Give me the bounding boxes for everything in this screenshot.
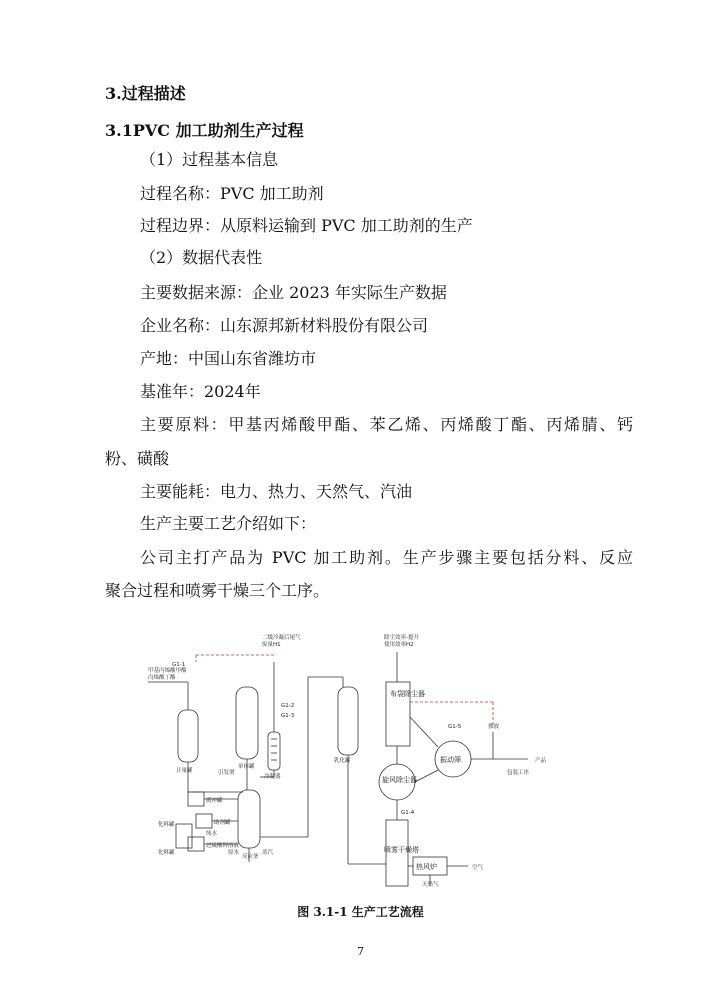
g5-label: G1-5 (448, 724, 462, 730)
representativeness-title: （2）数据代表性 (140, 248, 263, 267)
process-intro: 生产主要工艺介绍如下： (140, 514, 317, 533)
raw-materials-line1: 主要原料：甲基丙烯酸甲酯、苯乙烯、丙烯酸丁酯、丙烯腈、钙 (140, 415, 633, 434)
top-gas-note-2: 废量H1 (262, 642, 281, 648)
buffer-tank-label: 缓冲罐 (206, 798, 223, 804)
mix-right-label: 蒸汽 (262, 850, 274, 856)
dust-note-2: 使用效率H2 (384, 642, 414, 648)
top-gas-note: 二级冷凝后尾气 (262, 635, 301, 641)
feed-in-label: 甲基丙烯酸甲酯 (148, 668, 187, 674)
spray-tower-label: 喷雾干燥塔 (384, 846, 419, 854)
vibrating-screen-label: 振动筛 (440, 756, 461, 764)
initiator-label: 引发剂 (218, 770, 235, 776)
page-number: 7 (357, 945, 364, 958)
section-heading: 3.过程描述 (105, 84, 186, 103)
description-line1: 公司主打产品为 PVC 加工助剂。生产步骤主要包括分料、反应 (140, 548, 633, 567)
reactor-label: 反应釜 (242, 854, 259, 860)
condenser-label: 冷凝器 (264, 774, 281, 780)
bag-filter-label: 布袋除尘器 (390, 690, 425, 698)
basic-info-title: （1）过程基本信息 (140, 150, 279, 169)
exhaust-label: 排放 (488, 724, 500, 730)
air-label: 空气 (472, 865, 484, 871)
persulfate-label: 过硫酸钾溶液 (206, 843, 240, 849)
cyclone-label: 旋风除尘器 (382, 776, 417, 784)
energy: 主要能耗：电力、热力、天然气、汽油 (140, 482, 413, 501)
base-year: 基准年：2024年 (140, 382, 261, 401)
monomer-tank-label: 单体罐 (238, 764, 255, 770)
raw-materials-line2: 粉、磺酸 (105, 449, 170, 468)
process-name: 过程名称：PVC 加工助剂 (140, 184, 324, 203)
packaging-label: 包装工序 (507, 770, 530, 776)
g4-label: G1-4 (401, 810, 415, 816)
natural-gas-label: 天然气 (422, 882, 439, 888)
metering-tank-label: 计量罐 (176, 768, 193, 774)
tank-1-label: 化料罐 (158, 822, 175, 828)
g1-label: G1-1 (172, 662, 186, 668)
product-label: 产品 (535, 758, 547, 764)
hot-air-furnace-label: 热风炉 (416, 863, 437, 871)
origin: 产地：中国山东省潍坊市 (140, 349, 317, 368)
g2-label: G1-2 (281, 703, 295, 709)
process-flow-diagram (148, 632, 568, 894)
feed-in-label-2: 丙烯酸丁酯 (148, 675, 176, 681)
figure-caption: 图 3.1-1 生产工艺流程 (297, 905, 424, 919)
dust-note: 除尘效率-提升 (384, 635, 419, 641)
water-label: 纯水 (206, 831, 218, 837)
data-source: 主要数据来源：企业 2023 年实际生产数据 (140, 283, 447, 302)
description-line2: 聚合过程和喷雾干燥三个工序。 (105, 581, 330, 600)
mix-left-label: 原水 (228, 850, 240, 856)
emulsion-tank-label: 乳化罐 (334, 758, 351, 764)
g3-label: G1-3 (281, 713, 295, 719)
aux-tank-label: 助剂罐 (214, 820, 231, 826)
subsection-heading: 3.1PVC 加工助剂生产过程 (105, 121, 304, 140)
company-name: 企业名称：山东源邦新材料股份有限公司 (140, 316, 429, 335)
tank-2-label: 化料罐 (158, 850, 175, 856)
process-boundary: 过程边界：从原料运输到 PVC 加工助剂的生产 (140, 216, 473, 235)
